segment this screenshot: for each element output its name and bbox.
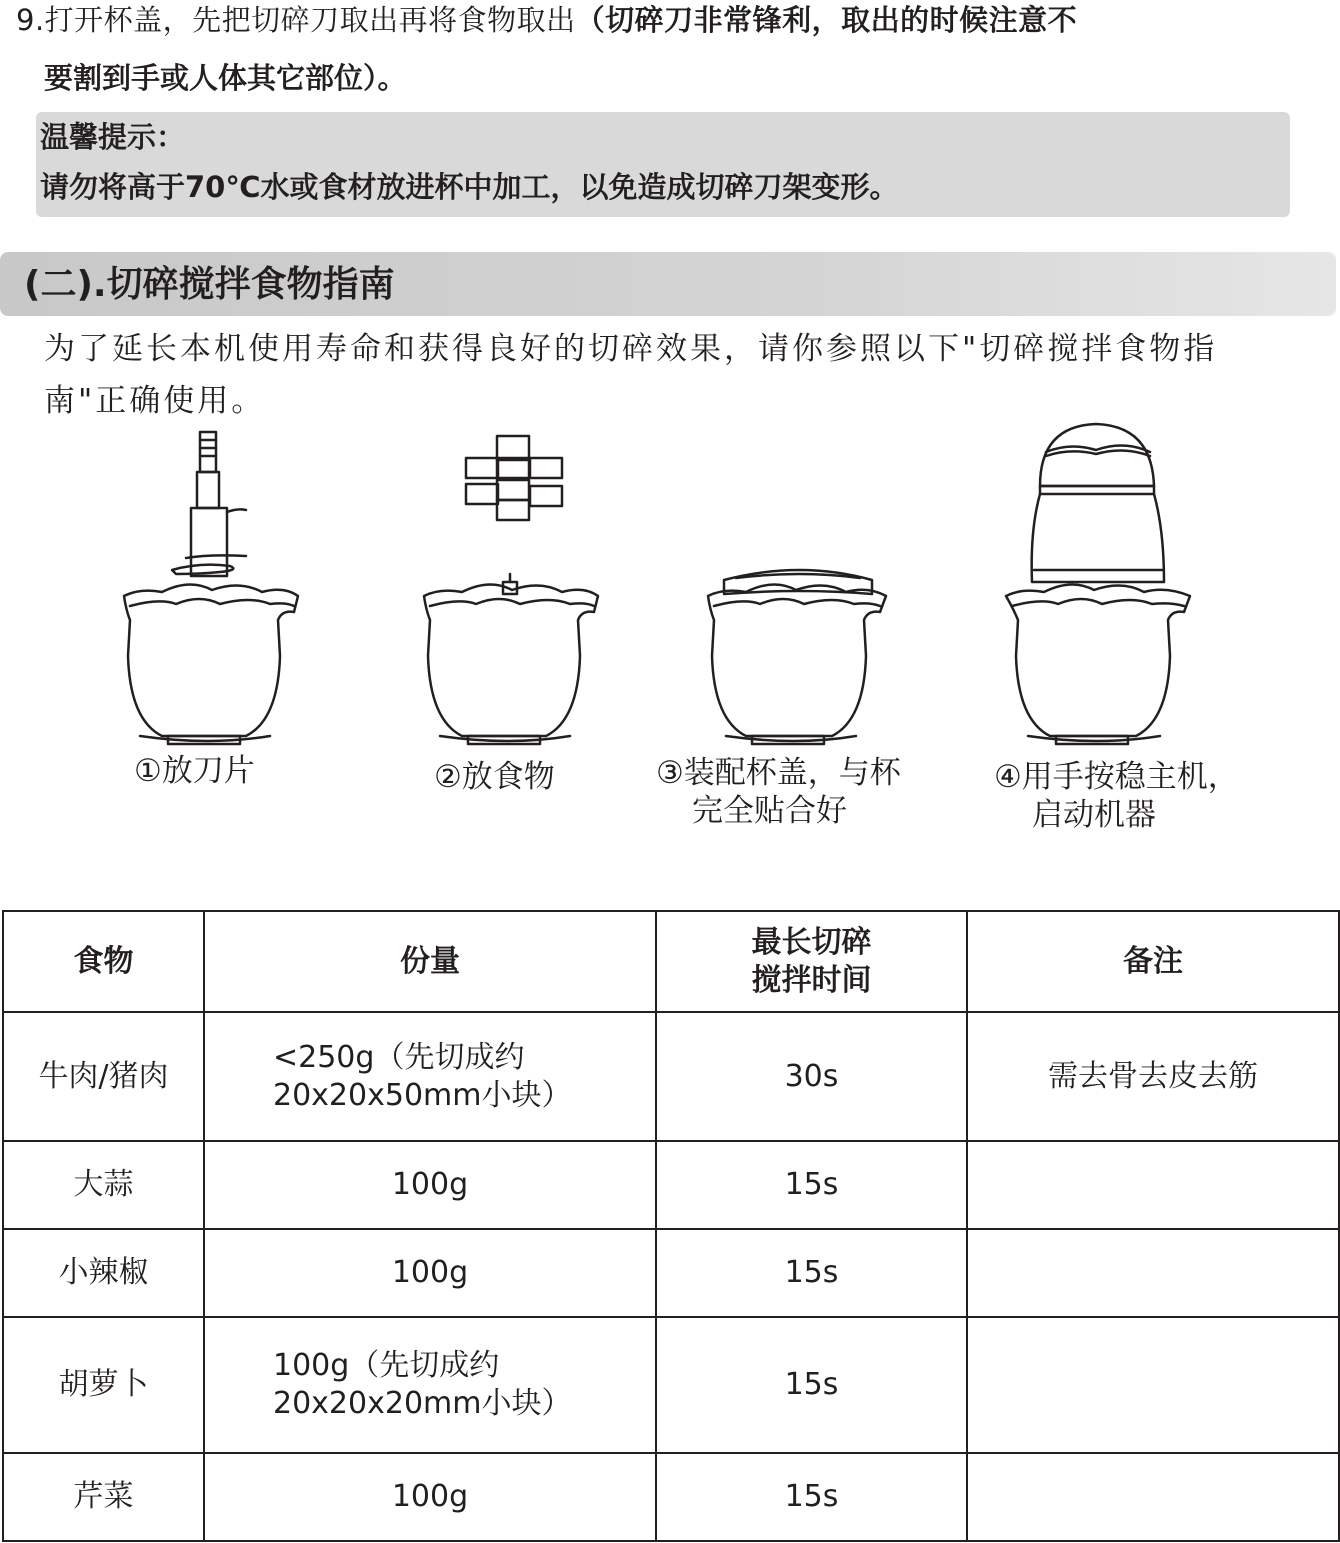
food-cell: 小辣椒 xyxy=(3,1229,204,1317)
food-cell: 芹菜 xyxy=(3,1453,204,1541)
time-cell: 15s xyxy=(656,1317,967,1453)
time-cell: 15s xyxy=(656,1141,967,1229)
assembly-illustrations xyxy=(0,420,1340,760)
food-cell: 胡萝卜 xyxy=(3,1317,204,1453)
bowl-with-blade-illustration xyxy=(124,432,298,744)
time-cell: 15s xyxy=(656,1453,967,1541)
intro-line-1: 为了延长本机使用寿命和获得良好的切碎效果，请你参照以下"切碎搅拌食物指 xyxy=(44,331,1218,367)
table-header-row xyxy=(3,911,1339,1012)
notes-cell xyxy=(967,1317,1339,1453)
step4-caption-line2: 启动机器 xyxy=(1032,797,1156,833)
step9-warning-text: （切碎刀非常锋利，取出的时候注意不 xyxy=(575,3,1078,37)
header-time-line2: 搅拌时间 xyxy=(751,962,872,998)
step9-normal-text: 9.打开杯盖，先把切碎刀取出再将食物取出 xyxy=(16,3,576,37)
notes-cell xyxy=(967,1453,1339,1541)
time-cell: 15s xyxy=(656,1229,967,1317)
food-guide-table xyxy=(2,910,1340,1542)
header-amount: 份量 xyxy=(204,911,656,1012)
food-cell: 牛肉/猪肉 xyxy=(3,1012,204,1141)
bowl-with-lid-illustration xyxy=(708,570,886,744)
bowl-with-food-illustration xyxy=(424,436,598,744)
notes-cell xyxy=(967,1229,1339,1317)
amount-cell xyxy=(204,1317,656,1453)
step3-caption-line2: 完全贴合好 xyxy=(692,793,847,829)
step9-instruction xyxy=(16,0,1077,40)
step9-warning-continued: 要割到手或人体其它部位）。 xyxy=(44,61,407,95)
header-time xyxy=(656,911,967,1012)
food-cell: 大蒜 xyxy=(3,1141,204,1229)
amount-line2: 20x20x20mm小块） xyxy=(273,1386,572,1421)
header-notes: 备注 xyxy=(967,911,1339,1012)
tip-text: 请勿将高于70℃水或食材放进杯中加工，以免造成切碎刀架变形。 xyxy=(40,170,899,204)
amount-line1: 100g（先切成约 xyxy=(273,1348,500,1383)
notes-cell: 需去骨去皮去筋 xyxy=(967,1012,1339,1141)
tip-title: 温馨提示： xyxy=(40,120,186,154)
amount-line1: <250g（先切成约 xyxy=(273,1039,525,1075)
step3-caption-line1: ③装配杯盖，与杯 xyxy=(656,755,901,791)
intro-line-2: 南"正确使用。 xyxy=(44,383,266,419)
amount-cell xyxy=(204,1012,656,1141)
header-time-line1: 最长切碎 xyxy=(751,924,872,960)
amount-cell: 100g xyxy=(204,1453,656,1541)
amount-line2: 20x20x50mm小块） xyxy=(273,1077,572,1113)
amount-cell: 100g xyxy=(204,1141,656,1229)
assembled-machine-illustration xyxy=(1006,424,1190,744)
step4-caption-line1: ④用手按稳主机， xyxy=(994,759,1239,795)
amount-cell: 100g xyxy=(204,1229,656,1317)
section-title: (二).切碎搅拌食物指南 xyxy=(24,264,395,305)
table-row xyxy=(3,1453,1339,1541)
step1-caption: ①放刀片 xyxy=(134,753,255,789)
table-row xyxy=(3,1317,1339,1453)
header-food: 食物 xyxy=(3,911,204,1012)
table-row xyxy=(3,1229,1339,1317)
time-cell: 30s xyxy=(656,1012,967,1141)
table-row xyxy=(3,1141,1339,1229)
table-row xyxy=(3,1012,1339,1141)
notes-cell xyxy=(967,1141,1339,1229)
step2-caption: ②放食物 xyxy=(434,759,555,795)
